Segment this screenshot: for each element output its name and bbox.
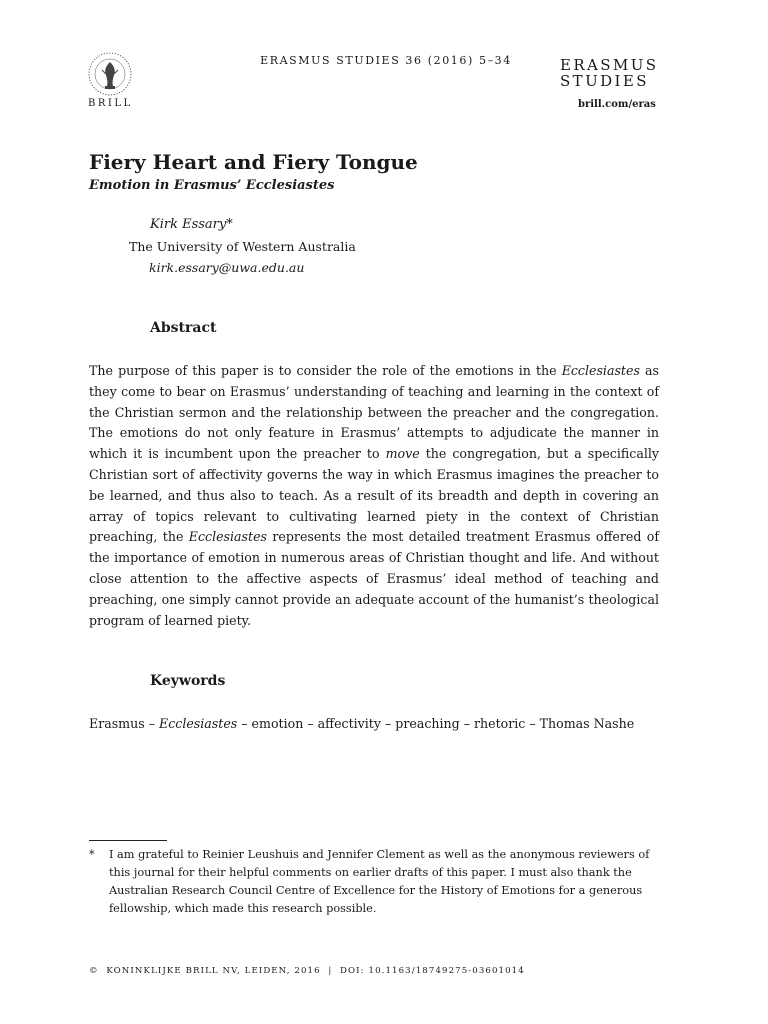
copyright-line [89,966,525,976]
abstract-heading: Abstract [150,320,217,336]
abstract-emphasis-1: Ecclesiastes [561,363,640,378]
keywords-body [89,713,659,734]
abstract-text-1: The purpose of this paper is to consider the role of the emotions in the [89,363,562,378]
journal-logo-line2: STUDIES [560,72,649,90]
publisher-name: BRILL [88,98,133,109]
footnote-mark: * [89,848,95,861]
journal-logo-line1: ERASMUS [560,56,659,74]
article-doi[interactable]: DOI: 10.1163/18749275-03601014 [340,966,525,976]
copyright-publisher: KONINKLIJKE BRILL NV, LEIDEN, 2016 [106,966,321,976]
footnote-divider [89,840,167,841]
journal-logo [560,57,680,89]
journal-url[interactable]: brill.com/eras [578,99,656,110]
footnote-text: I am grateful to Reinier Leushuis and Jennifer Clement as well as the anonymous reviewers of this journal for their helpful comments on earlier drafts of this paper. I must also thank the Australian Research Council Centre of Excellence for the History of Emotions for a generous fellowship, which made this research possible. [109,848,650,915]
copyright-symbol: © [89,966,99,976]
keywords-heading: Keywords [150,673,226,689]
copyright-separator: | [328,966,333,976]
keywords-emphasis: Ecclesiastes [159,716,238,731]
article-subtitle: Emotion in Erasmus’ Ecclesiastes [89,178,335,193]
abstract-body [89,361,659,631]
abstract-text-4: represents the most detailed treatment Erasmus offered of the importance of emotion in numerous areas of Christian thought and life. And without close attention to the affective aspects of Erasmus’ ideal method of teaching and preaching, one simply cannot provide an adequate account of the humanist’s theological program of learned piety. [89,529,659,628]
footnote [89,846,661,918]
abstract-emphasis-2: move [385,446,420,462]
abstract-emphasis-3: Ecclesiastes [188,529,268,545]
author-affiliation: The University of Western Australia [129,239,356,254]
keywords-text-1: Erasmus – [89,716,160,731]
author-email[interactable]: kirk.essary@uwa.edu.au [149,260,305,275]
author-name: Kirk Essary* [150,217,233,232]
abstract-text-2: as they come to bear on Erasmus’ understanding of teaching and learning in the context of the Christian sermon and the relationship between the preacher and the congregation. The emotions do not only feature in Erasmus’ attempts to adjudicate the manner in which it is incumbent upon the preacher to [89,363,659,462]
keywords-text-2: – emotion – affectivity – preaching – rhetoric – Thomas Nashe [237,716,635,731]
article-title: Fiery Heart and Fiery Tongue [89,150,418,174]
running-head: ERASMUS STUDIES 36 (2016) 5–34 [260,54,512,67]
abstract-text-3: the congregation, but a specifically Christian sort of affectivity governs the way in which Erasmus imagines the preacher to be learned, and thus also to teach. As a result of its breadth and depth in covering an array of topics relevant to cultivating learned piety in the context of Christian preaching, the [89,446,659,545]
